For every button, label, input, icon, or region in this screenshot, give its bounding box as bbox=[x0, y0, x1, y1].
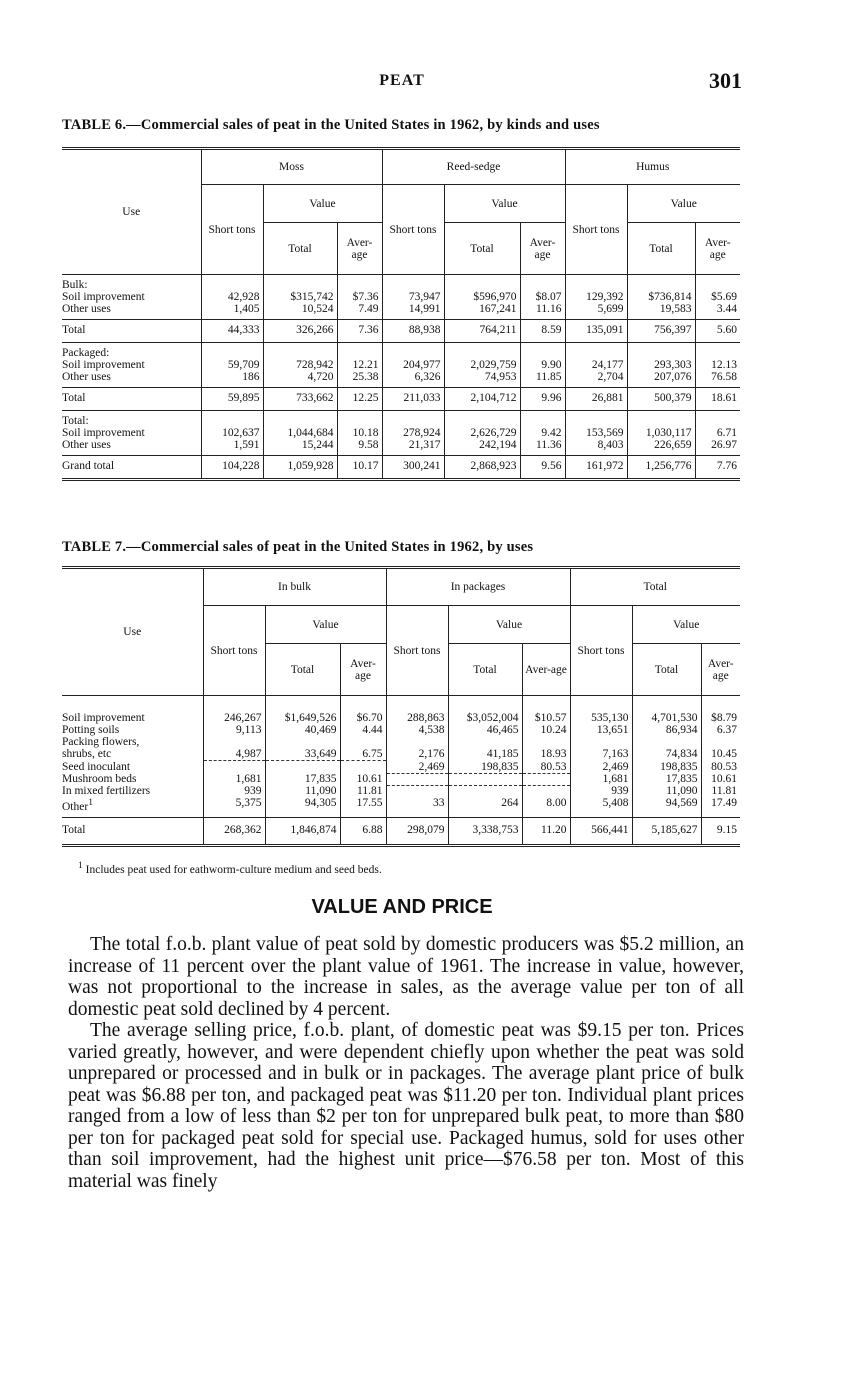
table-cell bbox=[203, 761, 265, 774]
table-cell: 5,185,627 bbox=[632, 817, 701, 845]
col-header-total: Total bbox=[627, 223, 695, 275]
table-cell: 535,130 bbox=[570, 712, 632, 724]
row-label-text: Soil improvement bbox=[62, 359, 145, 371]
row-label-text: Other uses bbox=[62, 439, 111, 451]
table-cell: 10.17 bbox=[337, 456, 382, 480]
table-cell: 204,977 bbox=[382, 359, 444, 371]
table-cell: 8.00 bbox=[522, 797, 570, 813]
table-cell bbox=[448, 773, 522, 785]
table-cell: 9.15 bbox=[701, 817, 740, 845]
col-header-total: Total bbox=[263, 223, 337, 275]
row-label bbox=[62, 303, 201, 315]
table-cell: 26.97 bbox=[695, 439, 740, 451]
table-cell bbox=[340, 761, 386, 774]
table-cell: 129,392 bbox=[565, 291, 627, 303]
table-cell: 3,338,753 bbox=[448, 817, 522, 845]
table-row bbox=[62, 736, 740, 748]
table-cell: 278,924 bbox=[382, 427, 444, 439]
col-header-value: Value bbox=[632, 606, 740, 644]
col-header-reed-sedge: Reed-sedge bbox=[382, 149, 565, 185]
table-row bbox=[62, 785, 740, 797]
row-label bbox=[62, 291, 201, 303]
table-cell: 4,538 bbox=[386, 724, 448, 736]
table-cell: 12.13 bbox=[695, 359, 740, 371]
table-row bbox=[62, 748, 740, 761]
footnote-ref: 1 bbox=[88, 797, 93, 808]
table-cell: 226,659 bbox=[627, 439, 695, 451]
row-label bbox=[62, 761, 203, 774]
col-header-short-tons: Short tons bbox=[201, 185, 263, 275]
table-cell: 293,303 bbox=[627, 359, 695, 371]
col-header-moss: Moss bbox=[201, 149, 382, 185]
row-label-text: Other bbox=[62, 800, 89, 813]
table-cell: 12.25 bbox=[337, 388, 382, 411]
table-cell: 24,177 bbox=[565, 359, 627, 371]
col-header-value: Value bbox=[627, 185, 740, 223]
table7-footnote bbox=[78, 860, 382, 876]
table-cell: 8,403 bbox=[565, 439, 627, 451]
table-row bbox=[62, 415, 740, 427]
table-cell: 2,104,712 bbox=[444, 388, 520, 411]
row-label bbox=[62, 712, 203, 724]
table-cell: 6.88 bbox=[340, 817, 386, 845]
table-cell: 18.93 bbox=[522, 748, 570, 761]
table-cell: 198,835 bbox=[448, 761, 522, 774]
table-row bbox=[62, 303, 740, 315]
section-heading: VALUE AND PRICE bbox=[311, 896, 493, 918]
row-label bbox=[62, 748, 203, 761]
table-cell: 1,405 bbox=[201, 303, 263, 315]
row-label bbox=[62, 415, 201, 427]
table-cell: 94,569 bbox=[632, 797, 701, 813]
table-cell: 211,033 bbox=[382, 388, 444, 411]
table-cell bbox=[265, 761, 340, 774]
table-cell: 8.59 bbox=[520, 320, 565, 343]
table-cell: 25.38 bbox=[337, 371, 382, 383]
col-header-average: Aver-age bbox=[520, 223, 565, 275]
table-cell: 198,835 bbox=[632, 761, 701, 774]
table-row bbox=[62, 724, 740, 736]
table-cell bbox=[522, 785, 570, 797]
table-cell: 15,244 bbox=[263, 439, 337, 451]
table-cell: 9.58 bbox=[337, 439, 382, 451]
table-cell: 13,651 bbox=[570, 724, 632, 736]
table-cell: 17,835 bbox=[265, 773, 340, 785]
footnote-text: Includes peat used for eathworm-culture medium and seed beds. bbox=[85, 863, 382, 876]
col-header-average: Aver-age bbox=[695, 223, 740, 275]
col-header-value: Value bbox=[265, 606, 386, 644]
row-label bbox=[62, 371, 201, 383]
table-cell: 17.55 bbox=[340, 797, 386, 813]
table-cell: 6.71 bbox=[695, 427, 740, 439]
table-cell: 1,591 bbox=[201, 439, 263, 451]
table-cell: 1,030,117 bbox=[627, 427, 695, 439]
row-label-text: Packaged: bbox=[62, 347, 110, 359]
table-cell: 33 bbox=[386, 797, 448, 813]
row-label-text: Bulk: bbox=[62, 279, 88, 291]
table-cell: $8.07 bbox=[520, 291, 565, 303]
table-cell: 10.18 bbox=[337, 427, 382, 439]
table-row bbox=[62, 427, 740, 439]
table7 bbox=[62, 566, 740, 847]
table-cell: 10.24 bbox=[522, 724, 570, 736]
table6 bbox=[62, 147, 740, 481]
table-cell: 6.75 bbox=[340, 748, 386, 761]
table-cell: 135,091 bbox=[565, 320, 627, 343]
table-cell: 5,375 bbox=[203, 797, 265, 813]
table-cell: 268,362 bbox=[203, 817, 265, 845]
table-cell: 2,626,729 bbox=[444, 427, 520, 439]
table-cell: 6.37 bbox=[701, 724, 740, 736]
table-cell: 94,305 bbox=[265, 797, 340, 813]
table-cell bbox=[386, 785, 448, 797]
table-cell: 10.61 bbox=[340, 773, 386, 785]
table-cell: 264 bbox=[448, 797, 522, 813]
table-cell: 300,241 bbox=[382, 456, 444, 480]
table-cell: 11,090 bbox=[265, 785, 340, 797]
table-cell: 11.20 bbox=[522, 817, 570, 845]
table-cell: 19,583 bbox=[627, 303, 695, 315]
table-row bbox=[62, 712, 740, 724]
table-cell: 3.44 bbox=[695, 303, 740, 315]
row-label-text: Total: bbox=[62, 415, 89, 427]
table-row bbox=[62, 439, 740, 451]
col-header-total: Total bbox=[448, 644, 522, 696]
table-cell: $3,052,004 bbox=[448, 712, 522, 724]
table-cell: 4,701,530 bbox=[632, 712, 701, 724]
table-cell: $8.79 bbox=[701, 712, 740, 724]
col-header-average: Aver-age bbox=[337, 223, 382, 275]
row-label-text: Total bbox=[62, 823, 86, 836]
table-cell: 17.49 bbox=[701, 797, 740, 813]
table-cell: 153,569 bbox=[565, 427, 627, 439]
col-header-average: Aver-age bbox=[522, 644, 570, 696]
table-cell: $6.70 bbox=[340, 712, 386, 724]
table-cell: 728,942 bbox=[263, 359, 337, 371]
table-cell: 7,163 bbox=[570, 748, 632, 761]
row-label-text: Mushroom beds bbox=[62, 773, 137, 785]
table-cell: 6,326 bbox=[382, 371, 444, 383]
table-cell: 42,928 bbox=[201, 291, 263, 303]
row-label bbox=[62, 347, 201, 359]
table-cell: $10.57 bbox=[522, 712, 570, 724]
table-cell: 9.90 bbox=[520, 359, 565, 371]
table-cell: 18.61 bbox=[695, 388, 740, 411]
row-label bbox=[62, 797, 203, 813]
table-cell: 246,267 bbox=[203, 712, 265, 724]
page-header bbox=[62, 68, 742, 98]
table-cell: 500,379 bbox=[627, 388, 695, 411]
table-cell: 2,176 bbox=[386, 748, 448, 761]
table-cell: $1,649,526 bbox=[265, 712, 340, 724]
footnote-mark: 1 bbox=[78, 860, 83, 871]
table-cell: 26,881 bbox=[565, 388, 627, 411]
table-cell: 9,113 bbox=[203, 724, 265, 736]
table-cell: 764,211 bbox=[444, 320, 520, 343]
col-header-use: Use bbox=[62, 149, 201, 275]
row-label bbox=[62, 427, 201, 439]
col-header-total: Total bbox=[444, 223, 520, 275]
row-label-text: Seed inoculant bbox=[62, 760, 131, 773]
col-header-in-packages: In packages bbox=[386, 568, 570, 606]
table-cell: 40,469 bbox=[265, 724, 340, 736]
table-cell: 7.36 bbox=[337, 320, 382, 343]
table-cell: 74,953 bbox=[444, 371, 520, 383]
table-cell: 1,256,776 bbox=[627, 456, 695, 480]
table-cell: 242,194 bbox=[444, 439, 520, 451]
table-cell: 41,185 bbox=[448, 748, 522, 761]
row-label-text: Other uses bbox=[62, 371, 111, 383]
table-cell: 2,469 bbox=[570, 761, 632, 774]
table-cell: 17,835 bbox=[632, 773, 701, 785]
table-cell: 10.45 bbox=[701, 748, 740, 761]
table-cell: 11.36 bbox=[520, 439, 565, 451]
row-label bbox=[62, 359, 201, 371]
table-cell: 1,681 bbox=[203, 773, 265, 785]
table-cell: 161,972 bbox=[565, 456, 627, 480]
row-label bbox=[62, 785, 203, 797]
table-cell: 11.16 bbox=[520, 303, 565, 315]
table-cell: 10,524 bbox=[263, 303, 337, 315]
table-cell: 5,699 bbox=[565, 303, 627, 315]
table-row bbox=[62, 359, 740, 371]
table-cell: 80.53 bbox=[701, 761, 740, 774]
row-label-text: Grand total bbox=[62, 460, 115, 472]
table-cell: 9.42 bbox=[520, 427, 565, 439]
col-header-total: Total bbox=[570, 568, 740, 606]
table-cell: 939 bbox=[203, 785, 265, 797]
row-label bbox=[62, 279, 201, 291]
table-cell: 2,029,759 bbox=[444, 359, 520, 371]
total-row bbox=[62, 456, 740, 480]
table-cell bbox=[386, 773, 448, 785]
page-number: 301 bbox=[709, 68, 742, 93]
table-cell: 11.81 bbox=[340, 785, 386, 797]
row-label-text: Other uses bbox=[62, 303, 111, 315]
table-row bbox=[62, 279, 740, 291]
row-label bbox=[62, 439, 201, 451]
col-header-short-tons: Short tons bbox=[570, 606, 632, 696]
table6-caption: TABLE 6.—Commercial sales of peat in the United States in 1962, by kinds and uses bbox=[62, 117, 600, 133]
table-cell: 1,681 bbox=[570, 773, 632, 785]
table-cell: 4.44 bbox=[340, 724, 386, 736]
table-cell bbox=[448, 785, 522, 797]
row-label-text: Potting soils bbox=[62, 724, 120, 736]
row-label-text: Total bbox=[62, 392, 86, 404]
table-cell: 288,863 bbox=[386, 712, 448, 724]
row-label-text: shrubs, etc bbox=[62, 748, 112, 760]
col-header-in-bulk: In bulk bbox=[203, 568, 386, 606]
table-cell: 11.81 bbox=[701, 785, 740, 797]
table-cell: 102,637 bbox=[201, 427, 263, 439]
table-cell: 9.56 bbox=[520, 456, 565, 480]
table-row bbox=[62, 773, 740, 785]
table-cell: $736,814 bbox=[627, 291, 695, 303]
total-row bbox=[62, 817, 740, 845]
row-label-text: Soil improvement bbox=[62, 291, 145, 303]
body-text bbox=[68, 934, 744, 1192]
table-cell: 566,441 bbox=[570, 817, 632, 845]
table-cell: 5.60 bbox=[695, 320, 740, 343]
table-cell: 1,059,928 bbox=[263, 456, 337, 480]
row-label bbox=[62, 320, 201, 343]
col-header-use: Use bbox=[62, 568, 203, 696]
col-header-total: Total bbox=[265, 644, 340, 696]
table-cell bbox=[522, 773, 570, 785]
table-cell: 11.85 bbox=[520, 371, 565, 383]
table-cell: 207,076 bbox=[627, 371, 695, 383]
table-cell: 33,649 bbox=[265, 748, 340, 761]
table-cell: 939 bbox=[570, 785, 632, 797]
paragraph: The average selling price, f.o.b. plant, of domestic peat was $9.15 per ton. Prices varied greatly, however, and were dependent chiefly upon whether the peat was sold unprepared or processed and in bulk or in packages. The average plant price of bulk peat was $6.88 per ton, and packaged peat was $11.20 per ton. Individual plant prices ranged from a low of less than $2 per ton for unprepared bulk peat, to more than $80 per ton for packaged peat sold for special use. Packaged humus, sold for uses other than soil improvement, had the highest unit price—$76.58 per ton. Most of this material was finely bbox=[68, 1020, 744, 1192]
table-cell: 73,947 bbox=[382, 291, 444, 303]
table-cell: 59,709 bbox=[201, 359, 263, 371]
table-cell: 1,846,874 bbox=[265, 817, 340, 845]
table-cell: 104,228 bbox=[201, 456, 263, 480]
row-label-text: In mixed fertilizers bbox=[62, 785, 151, 797]
row-label-text: Soil improvement bbox=[62, 712, 145, 724]
col-header-average: Aver-age bbox=[340, 644, 386, 696]
table-cell: 86,934 bbox=[632, 724, 701, 736]
table-cell: 59,895 bbox=[201, 388, 263, 411]
table-cell: 298,079 bbox=[386, 817, 448, 845]
total-row bbox=[62, 388, 740, 411]
table7-caption: TABLE 7.—Commercial sales of peat in the United States in 1962, by uses bbox=[62, 539, 534, 555]
row-label bbox=[62, 817, 203, 845]
col-header-value: Value bbox=[448, 606, 570, 644]
table-cell: 326,266 bbox=[263, 320, 337, 343]
table-cell: 7.76 bbox=[695, 456, 740, 480]
table-row bbox=[62, 761, 740, 774]
row-label-text: Total bbox=[62, 324, 86, 336]
table-cell: 186 bbox=[201, 371, 263, 383]
table-cell: 46,465 bbox=[448, 724, 522, 736]
col-header-short-tons: Short tons bbox=[203, 606, 265, 696]
col-header-short-tons: Short tons bbox=[565, 185, 627, 275]
table-cell: $596,970 bbox=[444, 291, 520, 303]
table-cell: 756,397 bbox=[627, 320, 695, 343]
table-cell: 44,333 bbox=[201, 320, 263, 343]
table-cell: 2,704 bbox=[565, 371, 627, 383]
table-row bbox=[62, 291, 740, 303]
table-cell: 14,991 bbox=[382, 303, 444, 315]
table-cell: 88,938 bbox=[382, 320, 444, 343]
table-cell: 7.49 bbox=[337, 303, 382, 315]
col-header-short-tons: Short tons bbox=[382, 185, 444, 275]
table-cell: 5,408 bbox=[570, 797, 632, 813]
table-cell: $5.69 bbox=[695, 291, 740, 303]
table-row bbox=[62, 347, 740, 359]
table-cell: 76.58 bbox=[695, 371, 740, 383]
row-label bbox=[62, 773, 203, 785]
table-row bbox=[62, 797, 740, 813]
col-header-value: Value bbox=[263, 185, 382, 223]
table-cell: 2,868,923 bbox=[444, 456, 520, 480]
row-label bbox=[62, 456, 201, 480]
table-cell: 4,987 bbox=[203, 748, 265, 761]
table-cell: 10.61 bbox=[701, 773, 740, 785]
col-header-humus: Humus bbox=[565, 149, 740, 185]
table-cell: 80.53 bbox=[522, 761, 570, 774]
table-cell: 1,044,684 bbox=[263, 427, 337, 439]
col-header-total: Total bbox=[632, 644, 701, 696]
table-cell: $7.36 bbox=[337, 291, 382, 303]
total-row bbox=[62, 320, 740, 343]
table-cell: 733,662 bbox=[263, 388, 337, 411]
table-cell: $315,742 bbox=[263, 291, 337, 303]
table-row bbox=[62, 371, 740, 383]
table-cell: 74,834 bbox=[632, 748, 701, 761]
running-head: PEAT bbox=[379, 72, 425, 89]
table-cell: 12.21 bbox=[337, 359, 382, 371]
col-header-average: Aver-age bbox=[701, 644, 740, 696]
row-label bbox=[62, 388, 201, 411]
row-label bbox=[62, 736, 203, 748]
col-header-value: Value bbox=[444, 185, 565, 223]
paragraph: The total f.o.b. plant value of peat sold by domestic producers was $5.2 million, an increase of 11 percent over the plant value of 1961. The increase in value, however, was not proportional to the increase in sales, as the average value per ton of all domestic peat sold declined by 4 percent. bbox=[68, 934, 744, 1020]
table-cell: 4,720 bbox=[263, 371, 337, 383]
row-label bbox=[62, 724, 203, 736]
table-cell: 9.96 bbox=[520, 388, 565, 411]
table-cell: 11,090 bbox=[632, 785, 701, 797]
table-cell: 21,317 bbox=[382, 439, 444, 451]
row-label-text: Soil improvement bbox=[62, 427, 145, 439]
table-cell: 167,241 bbox=[444, 303, 520, 315]
table-cell: 2,469 bbox=[386, 761, 448, 774]
col-header-short-tons: Short tons bbox=[386, 606, 448, 696]
row-label-text: Packing flowers, bbox=[62, 736, 140, 748]
